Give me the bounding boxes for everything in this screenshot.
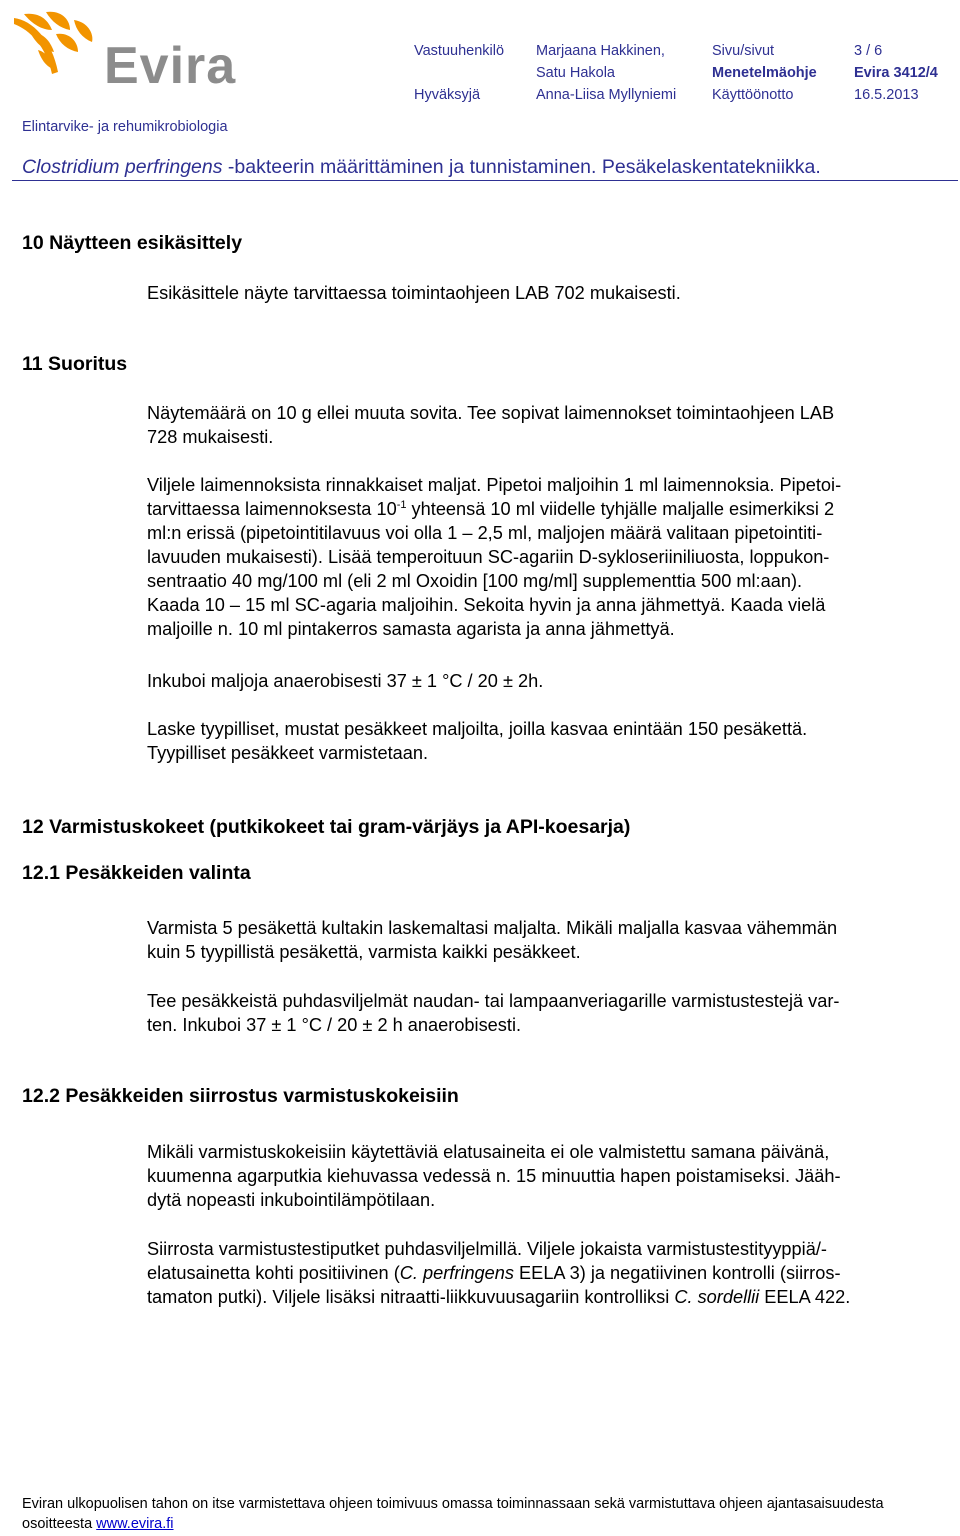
method-label: Menetelmäohje — [712, 65, 817, 81]
text-line — [147, 1261, 947, 1285]
adoption-label: Käyttöönotto — [712, 87, 794, 103]
text-part: tarvittaessa laimennoksesta 10 — [147, 499, 397, 519]
wheat-logo-icon — [12, 10, 112, 100]
responsible-label: Vastuuhenkilö — [414, 43, 505, 59]
text-line — [147, 1285, 947, 1309]
method-value: Evira 3412/4 — [854, 65, 938, 81]
text-line: lavuuden mukaisesti). Lisää temperoituun SC-agariin D-sykloseriiniliuosta, loppukon- — [147, 547, 830, 567]
text-line: Laske tyypilliset, mustat pesäkkeet maljoilta, joilla kasvaa enintään 150 pesäkettä. — [147, 719, 808, 739]
text-line: dytä nopeasti inkubointilämpötilaan. — [147, 1190, 436, 1210]
section-12-2-heading: 12.2 Pesäkkeiden siirrostus varmistuskokeisiin — [22, 1085, 459, 1107]
text-line: Varmista 5 pesäkettä kultakin laskemaltasi maljalta. Mikäli maljalla kasvaa vähemmän — [147, 918, 838, 938]
section-12-1-para-1 — [147, 916, 947, 964]
page-label: Sivu/sivut — [712, 43, 775, 59]
title-rest: -bakteerin määrittäminen ja tunnistaminen. Pesäkelaskentatekniikka. — [222, 156, 821, 178]
section-12-1-para-2 — [147, 989, 947, 1037]
responsible-name-1: Marjaana Hakkinen, — [536, 43, 665, 59]
exponent: -1 — [396, 499, 407, 511]
page-value: 3 / 6 — [854, 43, 883, 59]
text-part: EELA 422. — [759, 1287, 851, 1307]
footer-line-2 — [22, 1514, 952, 1534]
footer-text: osoitteesta — [22, 1516, 97, 1532]
text-line: Mikäli varmistuskokeisiin käytettäviä elatusaineita ei ole valmistettu samana päivänä, — [147, 1142, 830, 1162]
section-11-heading: 11 Suoritus — [22, 353, 128, 375]
text-part: yhteensä 10 ml viidelle tyhjälle maljalle esimerkiksi 2 — [406, 499, 835, 519]
title-species: Clostridium perfringens — [22, 156, 223, 178]
text-line: Tee pesäkkeistä puhdasviljelmät naudan- tai lampaanveriagarille varmistustestejä var- — [147, 991, 840, 1011]
text-line: ten. Inkuboi 37 ± 1 °C / 20 ± 2 h anaerobisesti. — [147, 1015, 522, 1035]
evira-logo — [12, 10, 272, 100]
text-part: tamaton putki). Viljele lisäksi nitraatti-liikkuvuusagariin kontrolliksi — [147, 1287, 675, 1307]
text-line: ml:n erissä (pipetointitilavuus voi olla 1 – 2,5 ml, maljojen määrä valitaan pipetointiti- — [147, 523, 823, 543]
text-line: Näytemäärä on 10 g ellei muuta sovita. Tee sopivat laimennokset toimintaohjeen LAB — [147, 403, 835, 423]
approver-name: Anna-Liisa Myllyniemi — [536, 87, 677, 103]
text-line: maljoille n. 10 ml pintakerros samasta agarista ja anna jähmettyä. — [147, 619, 675, 639]
text-line: sentraatio 40 mg/100 ml (eli 2 ml Oxoidin [100 mg/ml] supplementtia 500 ml:aan). — [147, 571, 803, 591]
section-12-1-heading: 12.1 Pesäkkeiden valinta — [22, 862, 251, 884]
section-12-heading: 12 Varmistuskokeet (putkikokeet tai gram-värjäys ja API-koesarja) — [22, 816, 631, 838]
section-11-para-1 — [147, 401, 947, 449]
section-11-para-3 — [147, 669, 947, 693]
section-11-para-4 — [147, 717, 947, 765]
organization-unit: Elintarvike- ja rehumikrobiologia — [22, 119, 228, 135]
footer-disclaimer — [22, 1494, 952, 1534]
footer-line-1: Eviran ulkopuolisen tahon on itse varmistettava ohjeen toimivuus omassa toiminnassaan sekä varmistuttava ohjeen ajantasaisuudesta — [22, 1496, 884, 1512]
approver-label: Hyväksyjä — [414, 87, 481, 103]
header-divider — [12, 180, 958, 181]
adoption-date: 16.5.2013 — [854, 87, 919, 103]
text-line: 728 mukaisesti. — [147, 427, 274, 447]
text-line: kuin 5 tyypillistä pesäkettä, varmista kaikki pesäkkeet. — [147, 942, 581, 962]
species-name: C. sordellii — [674, 1287, 760, 1307]
document-title — [22, 156, 821, 179]
text-line: Inkuboi maljoja anaerobisesti 37 ± 1 °C / 20 ± 2h. — [147, 671, 544, 691]
text-part: elatusainetta kohti positiivinen ( — [147, 1263, 400, 1283]
section-12-2-para-1 — [147, 1140, 947, 1212]
responsible-name-2: Satu Hakola — [536, 65, 615, 81]
text-line: Siirrosta varmistustestiputket puhdasviljelmillä. Viljele jokaista varmistustestityyppiä/- — [147, 1239, 827, 1259]
section-10-heading: 10 Näytteen esikäsittely — [22, 232, 243, 254]
section-10-text — [147, 281, 947, 305]
text-line: Tyypilliset pesäkkeet varmistetaan. — [147, 743, 429, 763]
section-11-para-2 — [147, 473, 947, 641]
text-line: Kaada 10 – 15 ml SC-agaria maljoihin. Sekoita hyvin ja anna jähmettyä. Kaada vielä — [147, 595, 826, 615]
text-line — [147, 497, 947, 521]
species-name: C. perfringens — [399, 1263, 514, 1283]
text-line: Viljele laimennoksista rinnakkaiset maljat. Pipetoi maljoihin 1 ml laimennoksia. Pipetoi- — [147, 475, 842, 495]
text-line: kuumenna agarputkia kiehuvassa vedessä n. 15 minuuttia hapen poistamiseksi. Jääh- — [147, 1166, 841, 1186]
text-part: EELA 3) ja negatiivinen kontrolli (siirros- — [514, 1263, 841, 1283]
section-12-2-para-2 — [147, 1237, 947, 1309]
logo-wordmark: Evira — [104, 37, 237, 95]
evira-website-link[interactable]: www.evira.fi — [96, 1516, 174, 1532]
text-line: Esikäsittele näyte tarvittaessa toimintaohjeen LAB 702 mukaisesti. — [147, 283, 681, 303]
